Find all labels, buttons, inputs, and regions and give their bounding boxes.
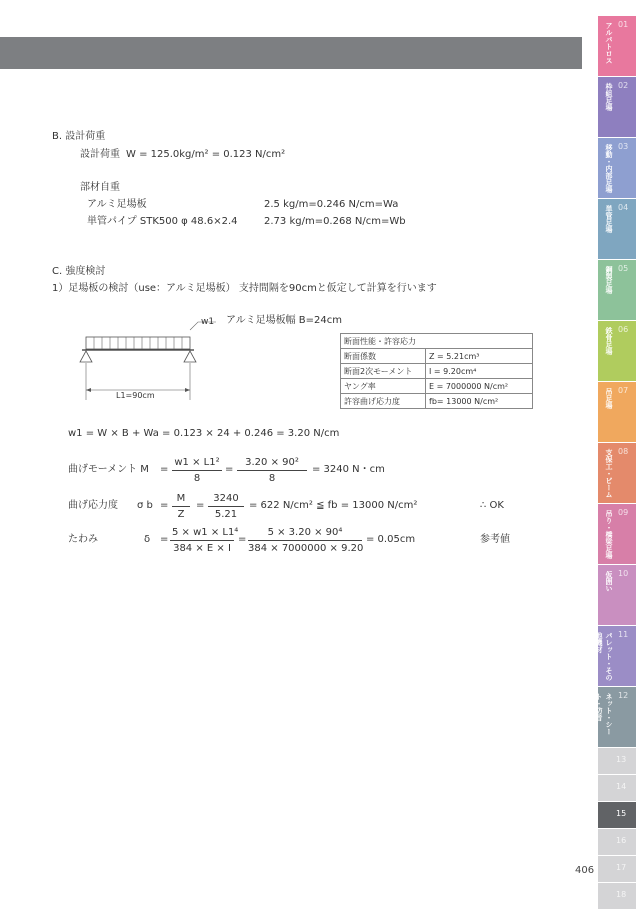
- section-c-item1: 1）足場板の検討（use：アルミ足場板） 支持間隔を90cmと仮定して計算を行います: [52, 283, 437, 294]
- row-value: Z = 5.21cm³: [426, 349, 533, 364]
- fraction-denominator: Z: [177, 509, 185, 520]
- chapter-tab-07[interactable]: 吊足場 07: [598, 382, 636, 442]
- chapter-tab-12[interactable]: ネット・シート・防音 12: [598, 687, 636, 747]
- design-load-value: W = 125.0kg/m² = 0.123 N/cm²: [126, 149, 286, 160]
- chapter-tab-09[interactable]: 吊り・橋梁足場 09: [598, 504, 636, 564]
- chapter-tab-02[interactable]: 枠組足場 02: [598, 77, 636, 137]
- row-label: 断面係数: [341, 349, 426, 364]
- row-value: I = 9.20cm⁴: [426, 364, 533, 379]
- chapter-tab-06[interactable]: 鉄骨足場 06: [598, 321, 636, 381]
- chapter-tab-01[interactable]: アルバトロス 01: [598, 16, 636, 76]
- chapter-tab-15-active[interactable]: 15: [598, 802, 636, 828]
- stress-eq: =: [160, 500, 169, 511]
- support-right: [184, 351, 196, 362]
- chapter-tab-18[interactable]: 18: [598, 883, 636, 909]
- fraction-denominator: 384 × E × I: [173, 543, 231, 554]
- table-header-row: [341, 334, 533, 349]
- chapter-tab-05[interactable]: 鋼製足場 05: [598, 260, 636, 320]
- fraction-denominator: 384 × 7000000 × 9.20: [248, 543, 364, 554]
- deflection-fraction-2: [248, 527, 362, 555]
- header-bar: [0, 37, 582, 69]
- span-label: L1=90cm: [116, 391, 155, 400]
- chapter-tab-14[interactable]: 14: [598, 775, 636, 801]
- stress-result: = 622 N/cm² ≦ fb = 13000 N/cm²: [249, 500, 418, 511]
- section-c-title: C. 強度検討: [52, 266, 106, 277]
- w-label: w1: [201, 317, 215, 327]
- fraction-denominator: 8: [193, 473, 201, 484]
- self-weight-title: 部材自重: [80, 182, 120, 193]
- chapter-tab-11[interactable]: パレット・その他機材 11: [598, 626, 636, 686]
- moment-label: 曲げモーメント M: [68, 464, 149, 475]
- deflection-symbol: δ: [144, 534, 151, 545]
- chapter-tab-16[interactable]: 16: [598, 829, 636, 855]
- fraction-denominator: 5.21: [214, 509, 238, 520]
- row-label: ヤング率: [341, 379, 426, 394]
- fraction-numerator: M: [172, 493, 190, 507]
- stress-symbol: σ b: [137, 500, 153, 511]
- row-label: 断面2次モーメント: [341, 364, 426, 379]
- table-row: [341, 349, 533, 364]
- table-row: [341, 394, 533, 409]
- table-row: [341, 379, 533, 394]
- deflection-result: = 0.05cm: [366, 534, 416, 545]
- deflection-fraction-1: [170, 527, 239, 555]
- table-row: [341, 364, 533, 379]
- deflection-eq: =: [160, 534, 169, 545]
- row-value: fb= 13000 N/cm²: [426, 394, 533, 409]
- moment-fraction-2: [237, 457, 307, 485]
- fraction-denominator: 8: [268, 473, 276, 484]
- distributed-load-block: [86, 337, 190, 349]
- chapter-tab-17[interactable]: 17: [598, 856, 636, 882]
- fraction-numerator: 5 × 3.20 × 90⁴: [248, 527, 362, 541]
- section-properties-table: [340, 333, 533, 409]
- fraction-numerator: 3.20 × 90²: [237, 457, 307, 471]
- chapter-tab-08[interactable]: 支保工・ビーム 08: [598, 443, 636, 503]
- stress-fraction-2: [208, 493, 244, 521]
- fraction-numerator: 3240: [208, 493, 244, 507]
- fraction-numerator: 5 × w1 × L1⁴: [170, 527, 234, 541]
- moment-eq: =: [160, 464, 169, 475]
- row-value: E = 7000000 N/cm²: [426, 379, 533, 394]
- section-b-title: B. 設計荷重: [52, 131, 106, 142]
- moment-eq2: =: [225, 464, 234, 475]
- row-label: 許容曲げ応力度: [341, 394, 426, 409]
- board-width-label: アルミ足場板幅 B=24cm: [226, 315, 342, 326]
- moment-fraction-1: [172, 457, 222, 485]
- table-header: 断面性能・許容応力: [341, 334, 533, 349]
- member-value-2: 2.73 kg/m=0.268 N/cm=Wb: [264, 216, 406, 227]
- deflection-eq2: =: [238, 534, 247, 545]
- w1-equation: w1 = W × B + Wa = 0.123 × 24 + 0.246 = 3.20 N/cm: [68, 428, 340, 439]
- moment-result: = 3240 N・cm: [312, 464, 385, 475]
- member-value-1: 2.5 kg/m=0.246 N/cm=Wa: [264, 199, 399, 210]
- stress-label: 曲げ応力度: [68, 500, 118, 511]
- stress-judgement: ∴ OK: [480, 500, 504, 511]
- chapter-tab-13[interactable]: 13: [598, 748, 636, 774]
- deflection-note: 参考値: [480, 534, 510, 545]
- chapter-tab-04[interactable]: 単管足場 04: [598, 199, 636, 259]
- page-number: 406: [575, 865, 595, 876]
- member-name-2: 単管パイプ STK500 φ 48.6×2.4: [87, 216, 238, 227]
- design-load-label: 設計荷重: [80, 149, 120, 160]
- stress-eq2: =: [196, 500, 205, 511]
- member-name-1: アルミ足場板: [87, 199, 147, 210]
- chapter-tab-10[interactable]: 仮囲い 10: [598, 565, 636, 625]
- chapter-tab-03[interactable]: 移動・内部足場 03: [598, 138, 636, 198]
- fraction-numerator: w1 × L1²: [172, 457, 222, 471]
- deflection-label: たわみ: [68, 534, 98, 545]
- stress-fraction-1: [172, 493, 190, 521]
- support-left: [80, 351, 92, 362]
- chapter-tabs: [595, 16, 636, 910]
